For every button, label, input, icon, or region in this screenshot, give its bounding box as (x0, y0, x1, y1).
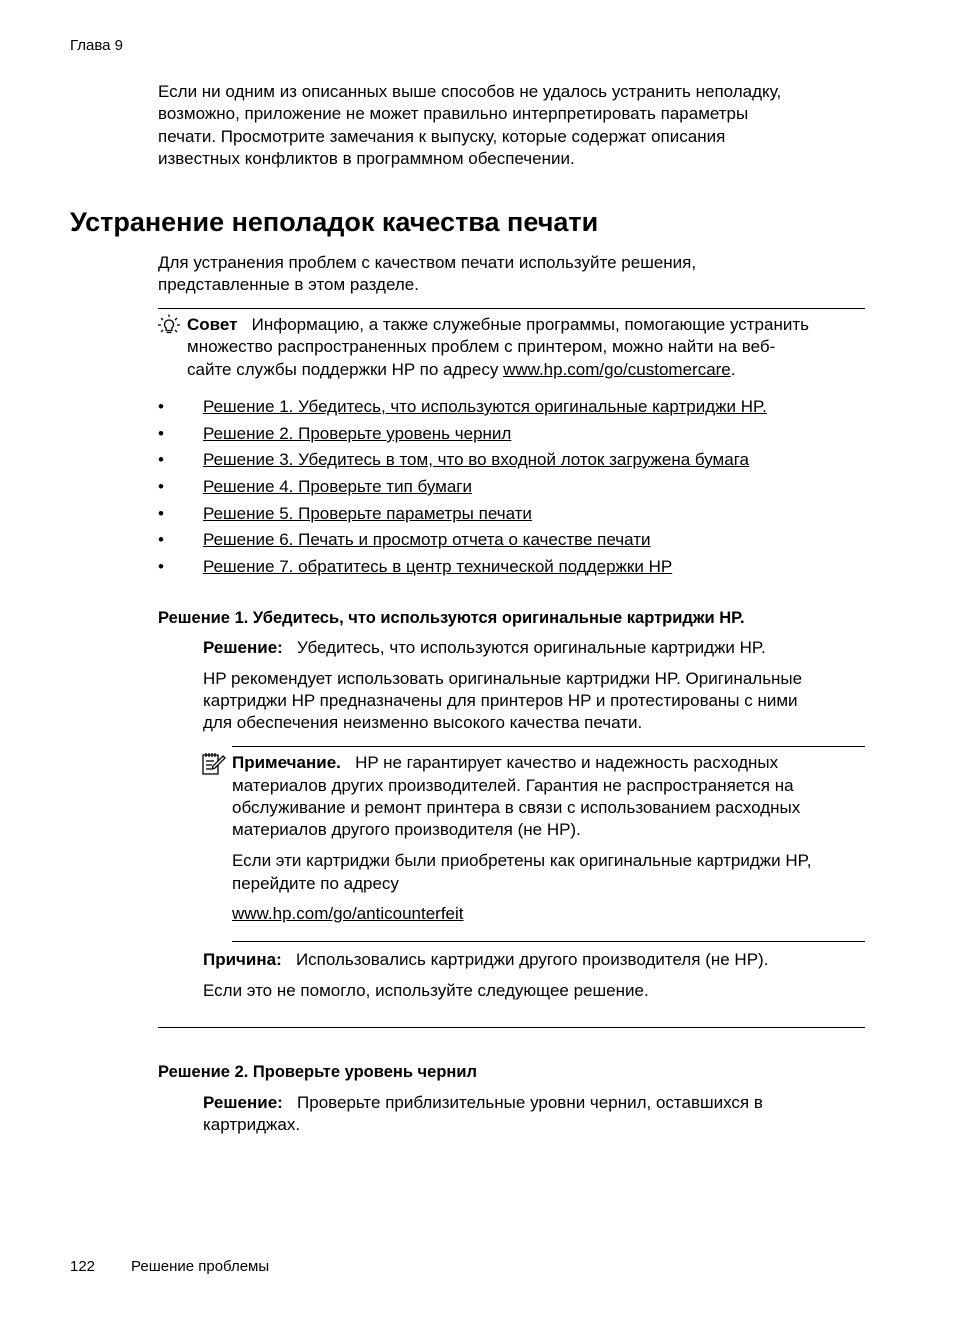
tip-label: Совет (187, 315, 238, 334)
bullet: • (158, 424, 164, 443)
note-line: материалов других производителей. Гарантия не распространяется на (232, 776, 794, 795)
cause-label: Причина: (203, 950, 282, 969)
note-icon (202, 752, 226, 776)
divider (158, 308, 865, 309)
cause-text: Использовались картриджи другого производителя (не HP). (295, 950, 769, 969)
paragraph-line: картриджи HP предназначены для принтеров HP и протестированы с ними (203, 691, 798, 710)
solution-5-link[interactable]: Решение 5. Проверьте параметры печати (203, 504, 532, 523)
solution-6-link[interactable]: Решение 6. Печать и просмотр отчета о качестве печати (203, 530, 651, 549)
solution-4-link[interactable]: Решение 4. Проверьте тип бумаги (203, 477, 473, 496)
solution-1-link[interactable]: Решение 1. Убедитесь, что используются оригинальные картриджи HP. (203, 397, 767, 416)
solution-text: Проверьте приблизительные уровни чернил, оставшихся в (297, 1093, 763, 1112)
section-title: Устранение неполадок качества печати (70, 207, 599, 237)
page-number: 122 (70, 1258, 96, 1275)
note-line (232, 753, 778, 773)
solution-label: Решение: (203, 638, 283, 657)
solution-1-heading: Решение 1. Убедитесь, что используются оригинальные картриджи HP. (158, 609, 745, 627)
solution-line (203, 1093, 763, 1113)
tip-line: множество распространенных проблем с принтером, можно найти на веб- (187, 337, 776, 356)
solution-3-link[interactable]: Решение 3. Убедитесь в том, что во входной лоток загружена бумага (203, 450, 749, 469)
customercare-link[interactable]: www.hp.com/go/customercare (503, 360, 731, 379)
chapter-header: Глава 9 (70, 37, 124, 54)
note-text: HP не гарантирует качество и надежность расходных (355, 753, 779, 772)
note-line: Если эти картриджи были приобретены как оригинальные картриджи HP, (232, 851, 812, 870)
tip-line (187, 315, 809, 335)
solution-7-link[interactable]: Решение 7. обратитесь в центр технической поддержки HP (203, 557, 673, 576)
note-label: Примечание. (232, 753, 341, 772)
section-intro-line: представленные в этом разделе. (158, 275, 419, 294)
solution-text: Убедитесь, что используются оригинальные картриджи HP. (297, 638, 766, 657)
divider (232, 746, 865, 747)
solution-2-link[interactable]: Решение 2. Проверьте уровень чернил (203, 424, 512, 443)
paragraph-line: HP рекомендует использовать оригинальные картриджи HP. Оригинальные (203, 669, 803, 688)
bullet: • (158, 504, 164, 523)
solution-line (203, 638, 766, 658)
section-intro-line: Для устранения проблем с качеством печати используйте решения, (158, 253, 697, 272)
anticounterfeit-link[interactable]: www.hp.com/go/anticounterfeit (232, 904, 464, 923)
solution-2-heading: Решение 2. Проверьте уровень чернил (158, 1063, 477, 1081)
solution-label: Решение: (203, 1093, 283, 1112)
divider (158, 1027, 865, 1028)
paragraph-line: для обеспечения неизменно высокого качества печати. (203, 713, 643, 732)
tip-text: Информацию, а также служебные программы, помогающие устранить (251, 315, 809, 334)
cause-line (203, 950, 768, 970)
bullet: • (158, 477, 164, 496)
intro-line: известных конфликтов в программном обеспечении. (158, 149, 575, 168)
solution-line: картриджах. (203, 1115, 301, 1134)
note-line: перейдите по адресу (232, 874, 399, 893)
bullet: • (158, 557, 164, 576)
tip-line (187, 360, 736, 380)
note-line: обслуживание и ремонт принтера в связи с использованием расходных (232, 798, 801, 817)
divider (232, 941, 865, 942)
bullet: • (158, 397, 164, 416)
bullet: • (158, 530, 164, 549)
bullet: • (158, 450, 164, 469)
footer-section: Решение проблемы (131, 1258, 270, 1275)
intro-line: Если ни одним из описанных выше способов не удалось устранить неполадку, (158, 82, 782, 101)
next-solution-text: Если это не помогло, используйте следующее решение. (203, 981, 649, 1000)
intro-line: возможно, приложение не может правильно интерпретировать параметры (158, 104, 749, 123)
note-line: материалов другого производителя (не HP). (232, 820, 581, 839)
lightbulb-icon (157, 314, 181, 336)
tip-text: . (730, 360, 736, 379)
intro-line: печати. Просмотрите замечания к выпуску, которые содержат описания (158, 127, 726, 146)
tip-text: сайте службы поддержки HP по адресу (187, 360, 504, 379)
